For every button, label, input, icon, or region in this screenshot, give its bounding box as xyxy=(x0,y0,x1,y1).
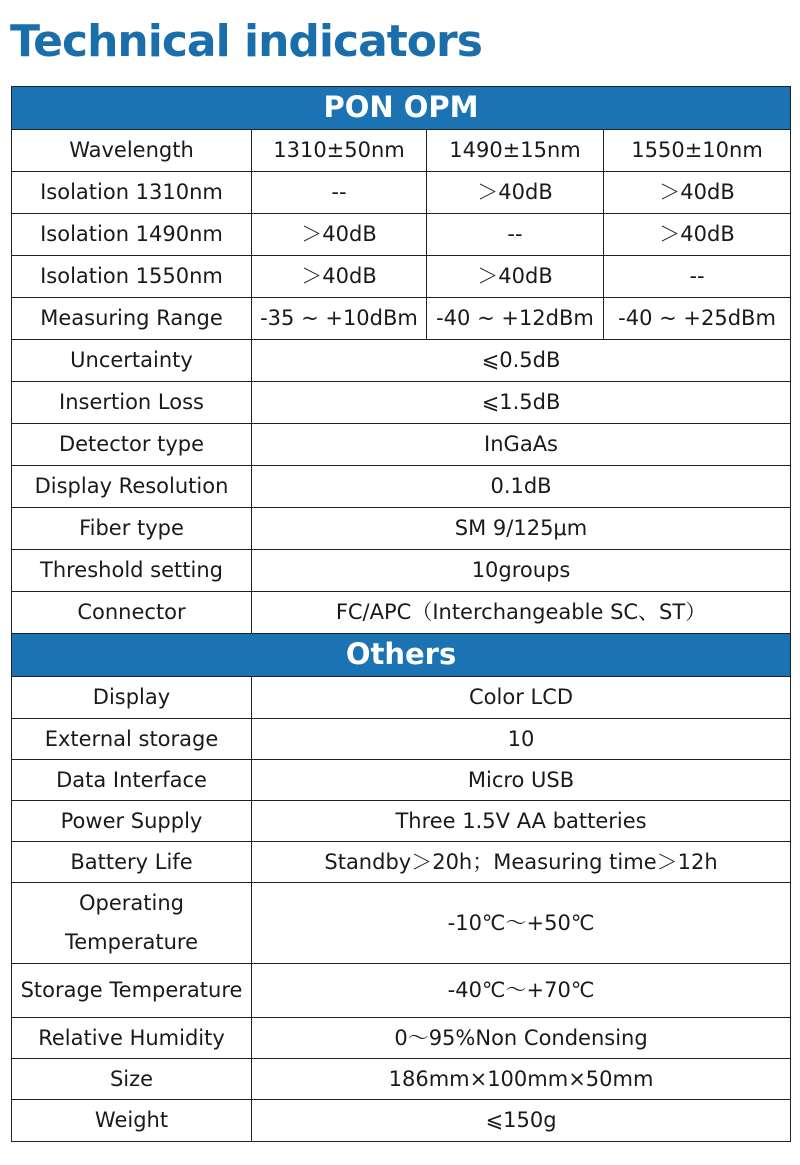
table-row xyxy=(12,466,791,508)
row-value: -- xyxy=(604,256,791,298)
row-value: 10 xyxy=(252,719,791,760)
row-value: ＞40dB xyxy=(604,214,791,256)
row-label: External storage xyxy=(12,719,252,760)
row-value: ＞40dB xyxy=(427,172,604,214)
table-row xyxy=(12,130,791,172)
table-row xyxy=(12,964,791,1018)
row-label: Size xyxy=(12,1059,252,1100)
row-label: Fiber type xyxy=(12,508,252,550)
row-value: 0.1dB xyxy=(252,466,791,508)
table-row xyxy=(12,298,791,340)
row-value: Micro USB xyxy=(252,760,791,801)
row-label: Data Interface xyxy=(12,760,252,801)
table-row xyxy=(12,508,791,550)
section-header-pon-opm xyxy=(12,87,791,130)
row-value: 0～95%Non Condensing xyxy=(252,1018,791,1059)
table-row xyxy=(12,382,791,424)
row-value: SM 9/125μm xyxy=(252,508,791,550)
section-header-others xyxy=(12,634,791,677)
row-label: Power Supply xyxy=(12,801,252,842)
row-value: ⩽150g xyxy=(252,1100,791,1142)
row-value: -40 ~ +12dBm xyxy=(427,298,604,340)
row-label: Relative Humidity xyxy=(12,1018,252,1059)
row-label: Measuring Range xyxy=(12,298,252,340)
table-row xyxy=(12,1059,791,1100)
table-row xyxy=(12,1018,791,1059)
table-row xyxy=(12,172,791,214)
table-row xyxy=(12,214,791,256)
row-label: Insertion Loss xyxy=(12,382,252,424)
row-value: 1550±10nm xyxy=(604,130,791,172)
row-label: Isolation 1550nm xyxy=(12,256,252,298)
table-row xyxy=(12,883,791,964)
table-row xyxy=(12,801,791,842)
row-value: ＞40dB xyxy=(427,256,604,298)
row-value: ＞40dB xyxy=(252,256,427,298)
row-value: -- xyxy=(427,214,604,256)
table-row xyxy=(12,842,791,883)
row-label: Isolation 1490nm xyxy=(12,214,252,256)
section-title: PON OPM xyxy=(12,87,791,130)
table-row xyxy=(12,592,791,634)
row-value: 10groups xyxy=(252,550,791,592)
row-label: Storage Temperature xyxy=(12,964,252,1018)
row-value: -- xyxy=(252,172,427,214)
row-label: Wavelength xyxy=(12,130,252,172)
row-value: Color LCD xyxy=(252,677,791,719)
row-value: -40 ~ +25dBm xyxy=(604,298,791,340)
row-label: Threshold setting xyxy=(12,550,252,592)
row-label: Connector xyxy=(12,592,252,634)
row-value: InGaAs xyxy=(252,424,791,466)
row-label: Display Resolution xyxy=(12,466,252,508)
table-row xyxy=(12,677,791,719)
row-value: -40℃～+70℃ xyxy=(252,964,791,1018)
row-label: Operating Temperature xyxy=(12,883,252,964)
table-row xyxy=(12,719,791,760)
row-label: Isolation 1310nm xyxy=(12,172,252,214)
table-row xyxy=(12,550,791,592)
row-value: ⩽0.5dB xyxy=(252,340,791,382)
row-value: FC/APC（Interchangeable SC、ST） xyxy=(252,592,791,634)
row-value: Standby＞20h；Measuring time＞12h xyxy=(252,842,791,883)
page-title: Technical indicators xyxy=(10,16,482,67)
table-row xyxy=(12,340,791,382)
table-row xyxy=(12,256,791,298)
table-row xyxy=(12,424,791,466)
row-value: ＞40dB xyxy=(604,172,791,214)
row-label: Weight xyxy=(12,1100,252,1142)
row-label: Display xyxy=(12,677,252,719)
spec-table xyxy=(11,86,791,1142)
row-value: 1310±50nm xyxy=(252,130,427,172)
row-value: 1490±15nm xyxy=(427,130,604,172)
row-value: Three 1.5V AA batteries xyxy=(252,801,791,842)
table-row xyxy=(12,760,791,801)
row-value: -10℃～+50℃ xyxy=(252,883,791,964)
row-label: Detector type xyxy=(12,424,252,466)
row-label: Battery Life xyxy=(12,842,252,883)
section-title: Others xyxy=(12,634,791,677)
row-value: ＞40dB xyxy=(252,214,427,256)
table-row xyxy=(12,1100,791,1142)
row-label: Uncertainty xyxy=(12,340,252,382)
row-value: ⩽1.5dB xyxy=(252,382,791,424)
row-value: -35 ~ +10dBm xyxy=(252,298,427,340)
row-value: 186mm×100mm×50mm xyxy=(252,1059,791,1100)
